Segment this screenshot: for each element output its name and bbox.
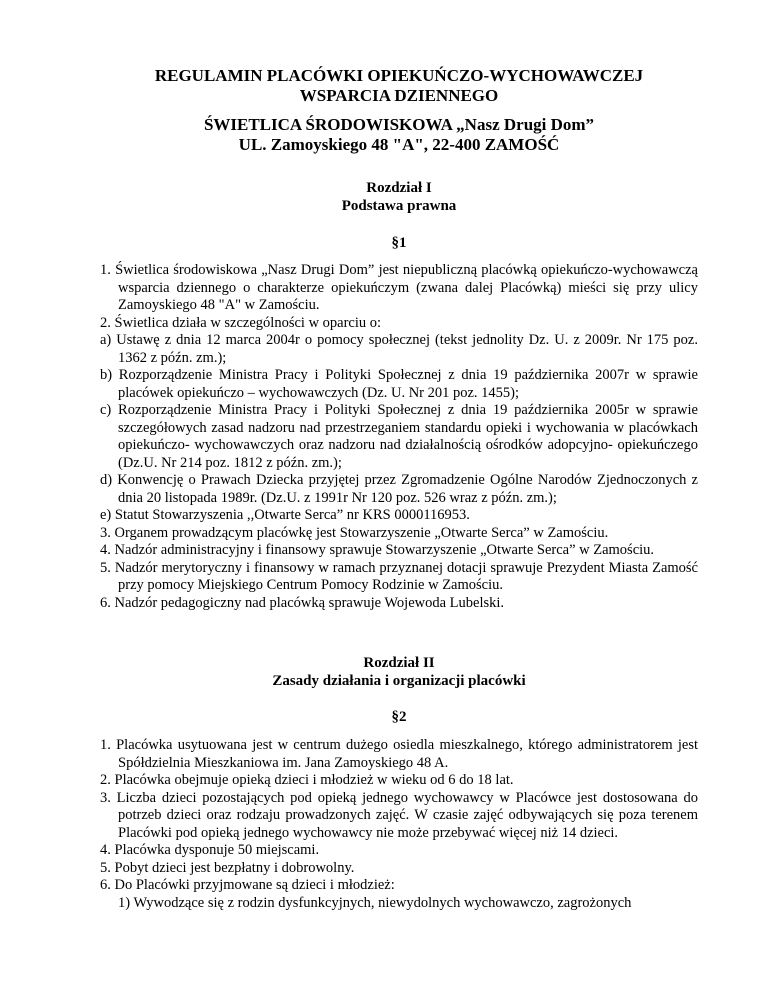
chapter-1-heading — [100, 179, 698, 215]
list-item: a) Ustawę z dnia 12 marca 2004r o pomocy społecznej (tekst jednolity Dz. U. z 2009r. Nr 175 poz. 1362 z późn. zm.); — [100, 332, 698, 366]
list-item: 1. Placówka usytuowana jest w centrum dużego osiedla mieszkalnego, którego administratorem jest Spółdzielnia Mieszkaniowa im. Jana Zamoyskiego 48 A. — [100, 737, 698, 771]
chapter-2-heading — [100, 654, 698, 690]
chapter-1-list — [100, 262, 698, 612]
chapter-2-label: Rozdział II — [363, 655, 435, 671]
list-item: 6. Nadzór pedagogiczny nad placówką sprawuje Wojewoda Lubelski. — [100, 594, 505, 611]
list-item: b) Rozporządzenie Ministra Pracy i Polityki Społecznej z dnia 19 października 2007r w sprawie placówek opiekuńczo – wychowawczych (Dz. U. Nr 201 poz. 1455); — [100, 367, 698, 401]
title-line-1: REGULAMIN PLACÓWKI OPIEKUŃCZO-WYCHOWAWCZEJ — [154, 66, 644, 85]
section-1-label: §1 — [391, 235, 407, 251]
section-2-label: §2 — [391, 709, 407, 725]
list-item: 4. Placówka dysponuje 50 miejscami. — [100, 842, 320, 858]
chapter-1-label: Rozdział I — [366, 180, 432, 196]
list-item: d) Konwencję o Prawach Dziecka przyjętej przez Zgromadzenie Ogólne Narodów Zjednoczonych z dnia 20 listopada 1989r. (Dz.U. z 1991r Nr 120 poz. 526 wraz z późn. zm.); — [100, 472, 698, 506]
list-item: 2. Placówka obejmuje opieką dzieci i młodzież w wieku od 6 do 18 lat. — [100, 772, 514, 788]
title-line-2: WSPARCIA DZIENNEGO — [299, 86, 499, 105]
list-item: 1) Wywodzące się z rodzin dysfunkcyjnych, niewydolnych wychowawczo, zagrożonych — [118, 894, 632, 911]
document-header — [100, 66, 698, 155]
list-item: c) Rozporządzenie Ministra Pracy i Polityki Społecznej z dnia 19 października 2005r w sprawie szczegółowych zasad nadzoru nad przestrzeganiem standardu opieki i wychowania w placówkach opiekuńczo- wychowawczych oraz nadzoru nad działalnością ośrodków adopcyjno- opiekuńczego (Dz.U. Nr 214 poz. 1812 z późn. zm.); — [100, 402, 698, 471]
section-2 — [100, 708, 698, 726]
institution-address: UL. Zamoyskiego 48 "A", 22-400 ZAMOŚĆ — [238, 135, 560, 154]
list-item: e) Statut Stowarzyszenia ,,Otwarte Serca” nr KRS 0000116953. — [100, 507, 470, 523]
list-item: 3. Liczba dzieci pozostających pod opieką jednego wychowawcy w Placówce jest dostosowana do potrzeb dzieci oraz rodzaju prowadzonych zajęć. W czasie zajęć odbywających się poza terenem Placówki pod opieką jednego wychowawcy nie może przebywać więcej niż 14 dzieci. — [100, 789, 698, 841]
list-item: 4. Nadzór administracyjny i finansowy sprawuje Stowarzyszenie „Otwarte Serca” w Zamościu. — [100, 542, 655, 558]
list-item: 6. Do Placówki przyjmowane są dzieci i młodzież: — [100, 877, 395, 893]
list-item: 2. Świetlica działa w szczególności w oparciu o: — [100, 314, 382, 331]
section-1 — [100, 234, 698, 252]
institution-name: ŚWIETLICA ŚRODOWISKOWA „Nasz Drugi Dom” — [203, 115, 595, 134]
chapter-2-title: Zasady działania i organizacji placówki — [272, 673, 526, 689]
list-item: 3. Organem prowadzącym placówkę jest Stowarzyszenie „Otwarte Serca” w Zamościu. — [100, 524, 609, 541]
list-item: 5. Nadzór merytoryczny i finansowy w ramach przyznanej dotacji sprawuje Prezydent Miasta Zamość przy pomocy Miejskiego Centrum Pomocy Rodzinie w Zamościu. — [100, 559, 698, 593]
list-item: 5. Pobyt dzieci jest bezpłatny i dobrowolny. — [100, 859, 355, 876]
chapter-2-list — [100, 737, 698, 912]
chapter-1-title: Podstawa prawna — [341, 198, 457, 214]
list-item: 1. Świetlica środowiskowa „Nasz Drugi Dom” jest niepubliczną placówką opiekuńczo-wychowawczą wsparcia dziennego o charakterze opiekuńczym (zwana dalej Placówką) mieści się przy ulicy Zamoyskiego 48 "A" w Zamościu. — [100, 262, 698, 313]
